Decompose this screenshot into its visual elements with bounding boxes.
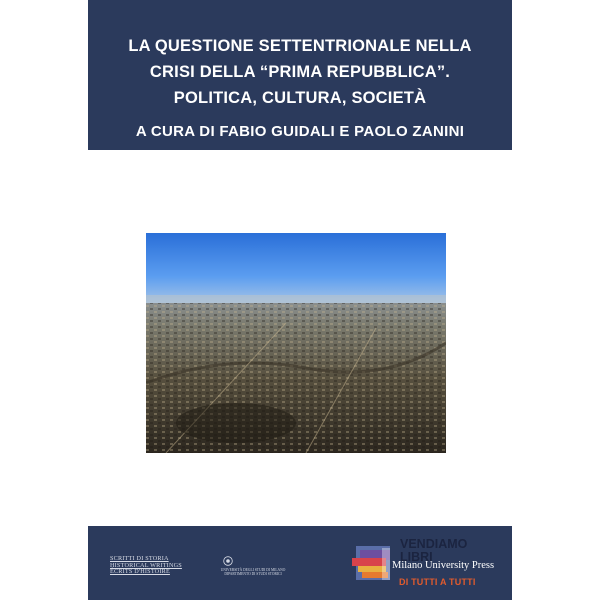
book-cover [88,0,512,600]
series-name [110,556,182,576]
cover-photo [146,233,446,453]
publisher-name: Milano University Press [392,560,495,571]
title-line-3: POLITICA, CULTURA, SOCIETÀ [173,89,427,107]
slogan: DI TUTTI A TUTTI [399,577,476,587]
aerial-city-image [146,233,446,453]
title-line-2: CRISI DELLA “PRIMA REPUBBLICA”. [149,63,451,81]
sticker-line-1: VENDIAMO [400,537,468,551]
series-line-2: HISTORICAL WRITINGS [110,561,182,569]
title-line-1: LA QUESTIONE SETTENTRIONALE NELLA [128,37,472,55]
university-seal-icon [223,556,233,566]
university-name: UNIVERSITÀ DEGLI STUDI DI MILANO DIPARTIMENTO DI STUDI STORICI [220,568,286,576]
editors-line: A CURA DI FABIO GUIDALI E PAOLO ZANINI [135,123,465,140]
title-band [88,0,512,150]
sticker-line-2: LIBRI [400,550,433,564]
series-line-3: ÉCRITS D'HISTOIRE [110,568,170,576]
series-line-1: SCRITTI DI STORIA [110,555,169,562]
footer-band [88,526,512,600]
